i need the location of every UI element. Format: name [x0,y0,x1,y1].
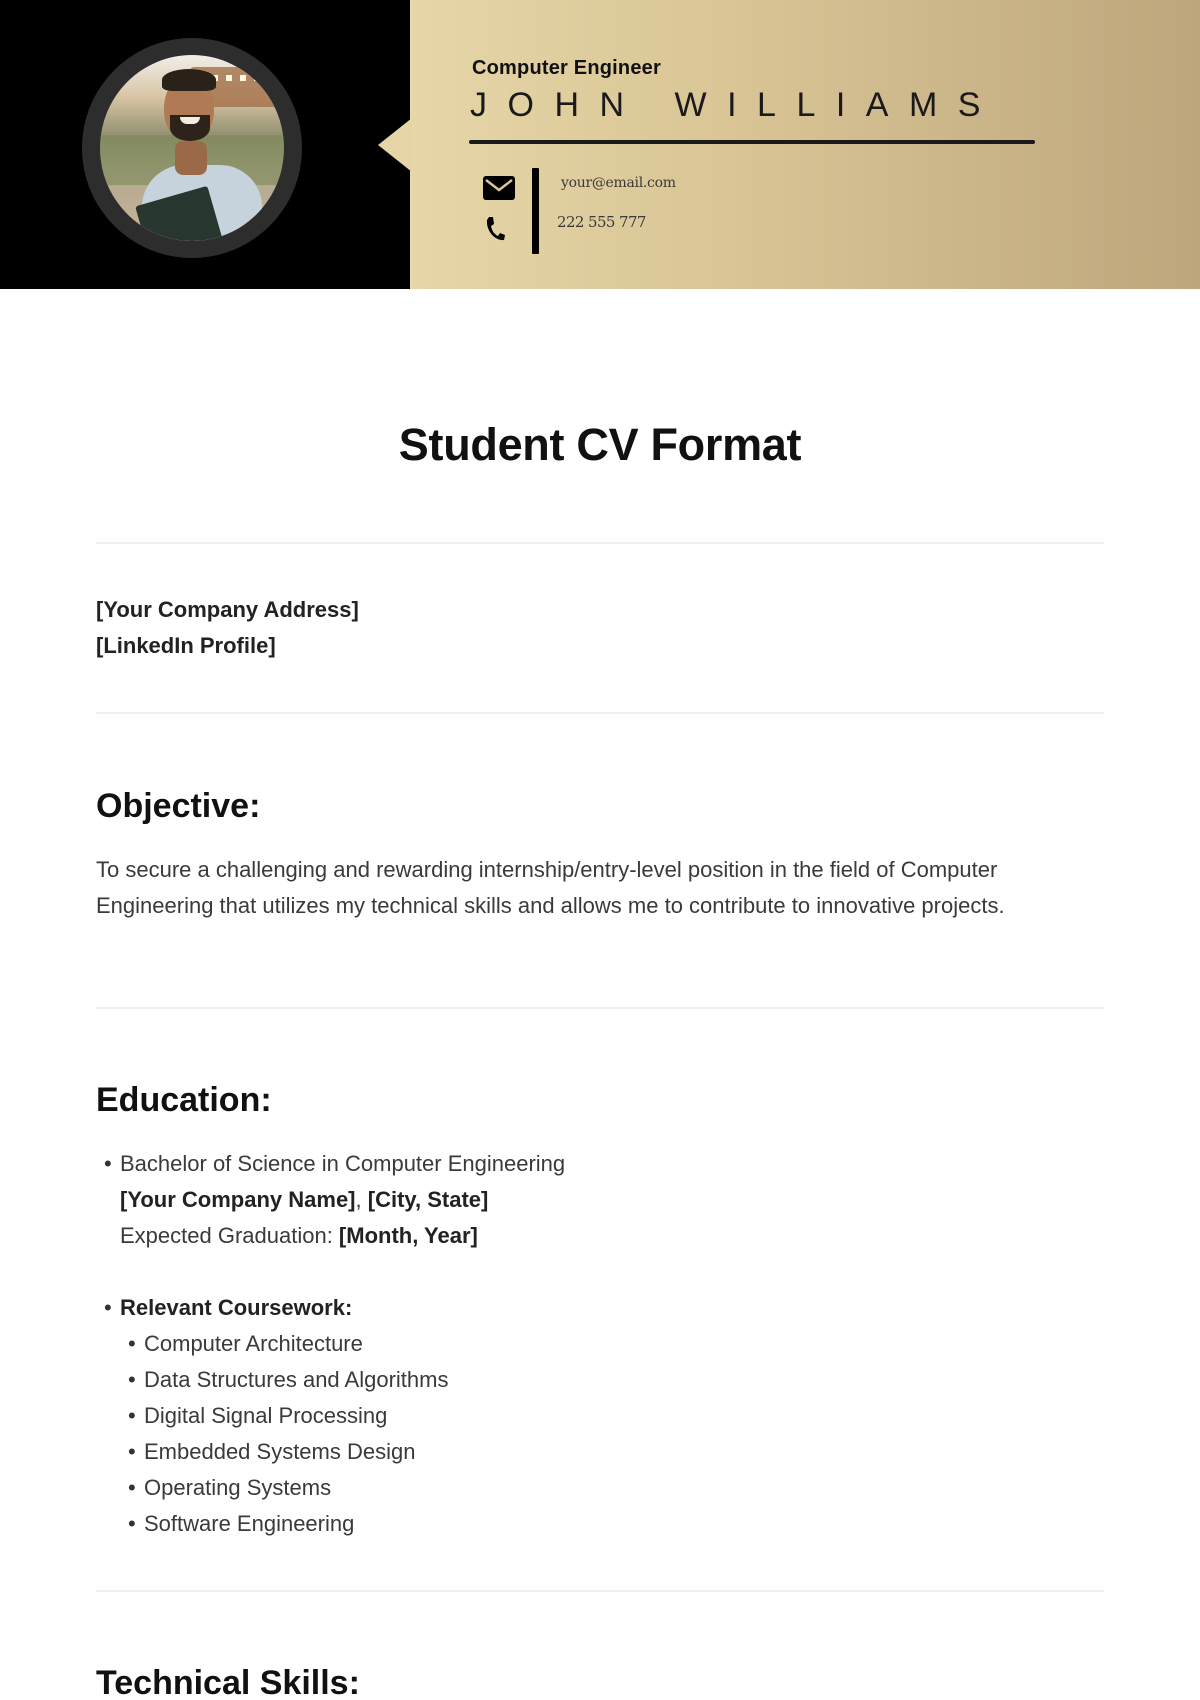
technical-skills-heading: Technical Skills: [96,1664,360,1700]
course-name: Operating Systems [144,1475,332,1500]
graduation-line [120,1223,478,1249]
document-title: Student CV Format [398,419,802,470]
contact-divider [532,168,539,254]
degree-item [104,1151,566,1177]
company-address: [Your Company Address] [96,597,359,622]
course-item [128,1475,332,1501]
bullet: • [128,1331,136,1356]
divider [96,712,1104,714]
envelope-icon [483,176,515,200]
divider [96,1590,1104,1592]
course-item [128,1511,355,1537]
bullet: • [128,1403,136,1428]
gold-banner [410,0,1200,289]
objective-heading: Objective: [96,787,261,825]
objective-text: To secure a challenging and rewarding internship/entry-level position in the field of Computer Engineering that utilizes my technical skills and allows me to contribute to innovative projects. [96,857,1005,918]
divider [96,1007,1104,1009]
institution-location: [City, State] [367,1187,489,1212]
graduation-label: Expected Graduation: [120,1223,339,1248]
education-heading: Education: [96,1081,272,1119]
course-item [128,1331,363,1357]
course-name: Computer Architecture [144,1331,363,1356]
course-item [128,1403,388,1429]
name-underline [469,140,1035,144]
avatar-photo [100,55,284,241]
bullet: • [104,1295,112,1320]
divider [96,542,1104,544]
graduation-date: [Month, Year] [338,1223,478,1248]
person-name: JOHN WILLIAMS [470,86,1001,124]
course-name: Data Structures and Algorithms [144,1367,449,1392]
course-item [128,1439,416,1465]
coursework-item [104,1295,353,1321]
bullet: • [128,1367,136,1392]
banner-notch [378,118,412,172]
bullet: • [128,1511,136,1536]
email-text: your@email.com [561,175,676,191]
job-role: Computer Engineer [472,57,661,79]
bullet: • [104,1151,112,1176]
cv-header [0,0,1200,289]
course-name: Software Engineering [144,1511,355,1536]
course-item [128,1367,449,1393]
coursework-label: Relevant Coursework: [120,1295,353,1320]
course-name: Digital Signal Processing [144,1403,388,1428]
linkedin-profile: [LinkedIn Profile] [96,633,276,658]
bullet: • [128,1475,136,1500]
bullet: • [128,1439,136,1464]
phone-text: 222 555 777 [557,213,646,231]
phone-icon [484,216,506,242]
separator: , [355,1187,368,1212]
course-name: Embedded Systems Design [144,1439,416,1464]
institution-line [120,1187,488,1213]
degree-name: Bachelor of Science in Computer Engineering [120,1151,566,1176]
institution-name: [Your Company Name] [120,1187,356,1212]
